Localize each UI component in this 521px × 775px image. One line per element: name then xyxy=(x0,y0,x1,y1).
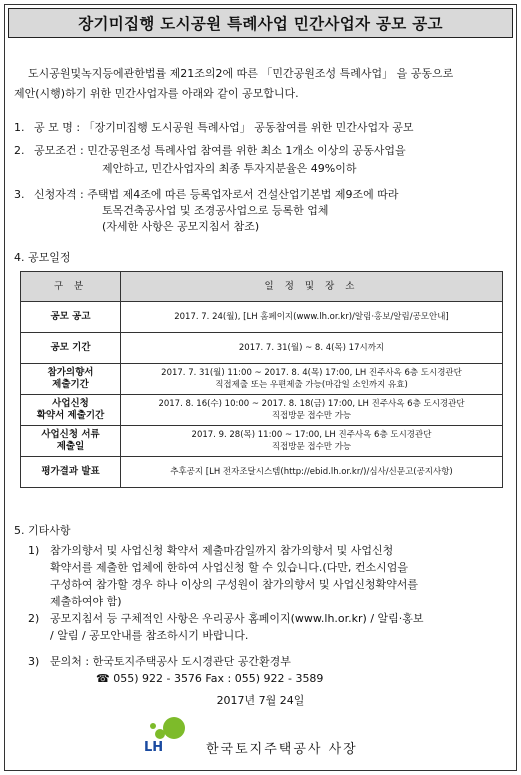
intro-paragraph xyxy=(14,64,509,104)
row-label: 공모 공고 xyxy=(21,302,121,333)
notice-date-text: 2017년 7월 24일 xyxy=(216,694,305,707)
schedule-header-row xyxy=(21,272,503,302)
misc-item-3 xyxy=(50,653,510,687)
section-2-number: 2. xyxy=(14,144,25,157)
intro-line-2: 제안(시행)하기 위한 민간사업자를 아래와 같이 공모합니다. xyxy=(14,87,299,100)
misc-item-2 xyxy=(50,610,510,644)
table-row xyxy=(21,395,503,426)
schedule-table xyxy=(20,271,503,488)
misc-item-3-line-1: 문의처 : 한국토지주택공사 도시경관단 공간환경부 xyxy=(50,655,291,668)
issuer-name-text: 한국토지주택공사 사장 xyxy=(206,742,358,757)
row-label: 사업신청 확약서 제출기간 xyxy=(21,395,121,426)
header-category: 구 분 xyxy=(21,272,121,302)
misc-item-3-line-2: ☎ 055) 922 - 3576 Fax : 055) 922 - 3589 xyxy=(96,672,324,685)
issuer-name xyxy=(206,738,358,757)
misc-item-3-num: 3) xyxy=(28,655,40,668)
misc-item-2-num: 2) xyxy=(28,612,40,625)
row-content-line-1: 2017. 9. 28(목) 11:00 ~ 17:00, LH 진주사옥 6층 도시경관단 xyxy=(191,430,432,440)
section-2-cont xyxy=(102,161,356,177)
section-3-line-1: 신청자격 : 주택법 제4조에 따른 등록업자로서 건설산업기본법 제9조에 따라 xyxy=(34,188,399,201)
section-3-number: 3. xyxy=(14,188,25,201)
section-2-line-2: 제안하고, 민간사업자의 최종 투자지분율은 49%이하 xyxy=(102,162,357,175)
misc-item-1-line-2: 확약서를 제출한 업체에 한하여 사업신청 할 수 있습니다.(다만, 컨소시엄을 xyxy=(50,561,409,574)
misc-item-1 xyxy=(50,542,510,610)
row-content-line-2: 직접제출 또는 우편제출 가능(마감일 소인까지 유효) xyxy=(215,380,408,390)
section-3-line-3: (자세한 사항은 공모지침서 참조) xyxy=(102,220,260,233)
intro-line-1: 도시공원및녹지등에관한법률 제21조의2에 따른 「민간공원조성 특례사업」 을 공동으로 xyxy=(28,67,454,80)
table-row xyxy=(21,302,503,333)
row-label: 참가의향서 제출기간 xyxy=(21,364,121,395)
section-3 xyxy=(14,187,509,203)
table-row xyxy=(21,426,503,457)
table-row xyxy=(21,457,503,488)
misc-item-1-line-3: 구성하여 참가할 경우 하나 이상의 구성원이 참가의향서 및 사업신청확약서를 xyxy=(50,578,419,591)
row-content-line-1: 추후공지 [LH 전자조달시스템(http://ebid.lh.or.kr/)/심사/신문고(공지사항) xyxy=(170,467,453,477)
row-content-line-1: 2017. 8. 16(수) 10:00 ~ 2017. 8. 18(금) 17:00, LH 진주사옥 6층 도시경관단 xyxy=(158,399,465,409)
row-content-line-2: 직접방문 접수만 가능 xyxy=(271,411,352,421)
row-content-line-1: 2017. 7. 31(월) 11:00 ~ 2017. 8. 4(목) 17:00, LH 진주사옥 6층 도시경관단 xyxy=(161,368,462,378)
table-row xyxy=(21,364,503,395)
section-3-cont-2 xyxy=(102,219,259,235)
schedule-heading xyxy=(14,249,71,265)
misc-heading-text: 5. 기타사항 xyxy=(14,524,71,537)
schedule-heading-text: 4. 공모일정 xyxy=(14,251,71,264)
lh-logo-text xyxy=(144,740,163,755)
row-content xyxy=(121,426,503,457)
section-2 xyxy=(14,143,509,159)
section-3-cont-1 xyxy=(102,203,329,219)
notice-title xyxy=(8,8,513,38)
section-1-number: 1. xyxy=(14,121,25,134)
misc-item-1-num: 1) xyxy=(28,544,40,557)
misc-item-2-number xyxy=(28,610,39,627)
logo-medium-circle xyxy=(155,729,165,739)
misc-item-1-line-1: 참가의향서 및 사업신청 확약서 제출마감일까지 참가의향서 및 사업신청 xyxy=(50,544,394,557)
misc-item-2-line-1: 공모지침서 등 구체적인 사항은 우리공사 홈페이지(www.lh.or.kr) / 알림·홍보 xyxy=(50,612,424,625)
row-content xyxy=(121,395,503,426)
misc-item-1-number xyxy=(28,542,39,559)
lh-logo-label: LH xyxy=(144,740,164,755)
header-schedule: 일 정 및 장 소 xyxy=(121,272,503,302)
row-content-line-1: 2017. 7. 24(월), [LH 홈페이지(www.lh.or.kr)/알림·홍보/알림/공모안내] xyxy=(174,312,449,322)
row-content-line-1: 2017. 7. 31(월) ~ 8. 4(목) 17시까지 xyxy=(238,343,385,353)
table-row xyxy=(21,333,503,364)
row-label: 사업신청 서류 제출일 xyxy=(21,426,121,457)
row-content xyxy=(121,302,503,333)
logo-large-circle xyxy=(163,717,185,739)
section-1-text: 공 모 명 : 「장기미집행 도시공원 특례사업」 공동참여를 위한 민간사업자 공모 xyxy=(34,121,414,134)
misc-item-3-number xyxy=(28,653,39,670)
row-content xyxy=(121,364,503,395)
notice-date xyxy=(0,692,521,708)
misc-item-1-line-4: 제출하여야 함) xyxy=(50,595,122,608)
section-2-line-1: 공모조건 : 민간공원조성 특례사업 참여를 위한 최소 1개소 이상의 공동사업을 xyxy=(34,144,406,157)
misc-heading xyxy=(14,522,71,538)
row-content xyxy=(121,457,503,488)
section-3-line-2: 토목건축공사업 및 조경공사업으로 등록한 업체 xyxy=(102,204,329,217)
logo-small-circle xyxy=(150,723,156,729)
row-label: 공모 기간 xyxy=(21,333,121,364)
section-1 xyxy=(14,120,509,136)
misc-item-2-line-2: / 알림 / 공모안내를 참조하시기 바랍니다. xyxy=(50,629,249,642)
row-content-line-2: 직접방문 접수만 가능 xyxy=(271,442,352,452)
row-label: 평가결과 발표 xyxy=(21,457,121,488)
row-content xyxy=(121,333,503,364)
notice-title-text: 장기미집행 도시공원 특례사업 민간사업자 공모 공고 xyxy=(78,15,443,33)
